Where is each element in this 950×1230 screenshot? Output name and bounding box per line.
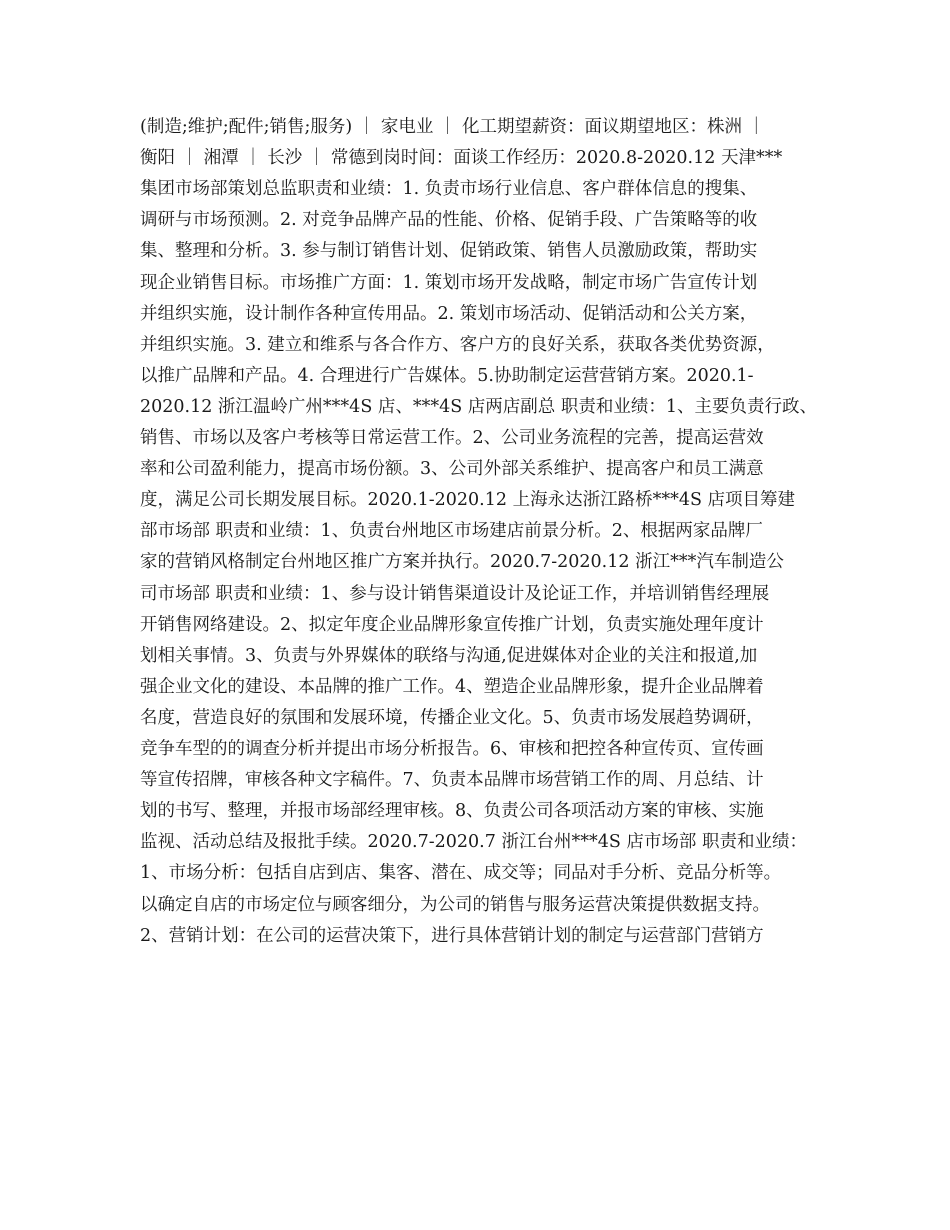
text-line: 强企业文化的建设、本品牌的推广工作。4、塑造企业品牌形象，提升企业品牌着	[140, 676, 764, 697]
text-line: 衡阳 ｜ 湘潭 ｜ 长沙 ｜ 常德到岗时间：面谈工作经历：2020.8-2020.12 天津***	[140, 148, 783, 169]
text-line: 名度，营造良好的氛围和发展环境，传播企业文化。5、负责市场发展趋势调研，	[140, 707, 764, 728]
text-line: 以确定自店的市场定位与顾客细分，为公司的销售与服务运营决策提供数据支持。	[140, 894, 770, 915]
text-line: 集、整理和分析。3. 参与制订销售计划、促销政策、销售人员激励政策，帮助实	[140, 241, 758, 262]
text-line: 率和公司盈利能力，提高市场份额。3、公司外部关系维护、提高客户和员工满意	[140, 459, 764, 480]
text-line: 划相关事情。3、负责与外界媒体的联络与沟通,促进媒体对企业的关注和报道,加	[140, 645, 758, 666]
text-line: 竞争车型的的调查分析并提出市场分析报告。6、审核和把控各种宣传页、宣传画	[140, 739, 764, 759]
text-line: 监视、活动总结及报批手续。2020.7-2020.7 浙江台州***4S 店市场部 职责和业绩：	[140, 832, 807, 853]
text-line: 并组织实施，设计制作各种宣传用品。2. 策划市场活动、促销活动和公关方案，	[140, 303, 758, 324]
text-line: (制造;维护;配件;销售;服务) ｜ 家电业 ｜ 化工期望薪资：面议期望地区：株洲 ｜	[140, 117, 766, 137]
text-line: 2、营销计划：在公司的运营决策下，进行具体营销计划的制定与运营部门营销方	[140, 925, 764, 946]
text-line: 销售、市场以及客户考核等日常运营工作。2、公司业务流程的完善，提高运营效	[140, 428, 764, 448]
text-line: 1、市场分析：包括自店到店、集客、潜在、成交等；同品对手分析、竞品分析等。	[140, 863, 782, 884]
text-line: 开销售网络建设。2、拟定年度企业品牌形象宣传推广计划，负责实施处理年度计	[140, 614, 764, 635]
text-line: 集团市场部策划总监职责和业绩：1. 负责市场行业信息、客户群体信息的搜集、	[140, 179, 758, 200]
text-line: 司市场部 职责和业绩：1、参与设计销售渠道设计及论证工作，并培训销售经理展	[140, 583, 770, 604]
text-line: 并组织实施。3. 建立和维系与各合作方、客户方的良好关系，获取各类优势资源，	[140, 334, 775, 355]
text-line: 家的营销风格制定台州地区推广方案并执行。2020.7-2020.12 浙江***汽车制造公	[140, 552, 784, 573]
text-line: 以推广品牌和产品。4. 合理进行广告媒体。5.协助制定运营营销方案。2020.1-	[140, 365, 754, 386]
text-line: 2020.12 浙江温岭广州***4S 店、***4S 店两店副总 职责和业绩：1、主要负责行政、	[140, 396, 817, 417]
text-line: 划的书写、整理，并报市场部经理审核。8、负责公司各项活动方案的审核、实施	[140, 801, 764, 822]
text-line: 等宣传招牌，审核各种文字稿件。7、负责本品牌市场营销工作的周、月总结、计	[140, 770, 764, 791]
text-line: 部市场部 职责和业绩：1、负责台州地区市场建店前景分析。2、根据两家品牌厂	[140, 521, 763, 542]
text-line: 度，满足公司长期发展目标。2020.1-2020.12 上海永达浙江路桥***4S 店项目筹建	[140, 490, 796, 511]
text-line: 调研与市场预测。2. 对竞争品牌产品的性能、价格、促销手段、广告策略等的收	[140, 210, 758, 231]
text-line: 现企业销售目标。市场推广方面：1. 策划市场开发战略，制定市场广告宣传计划	[140, 272, 758, 293]
